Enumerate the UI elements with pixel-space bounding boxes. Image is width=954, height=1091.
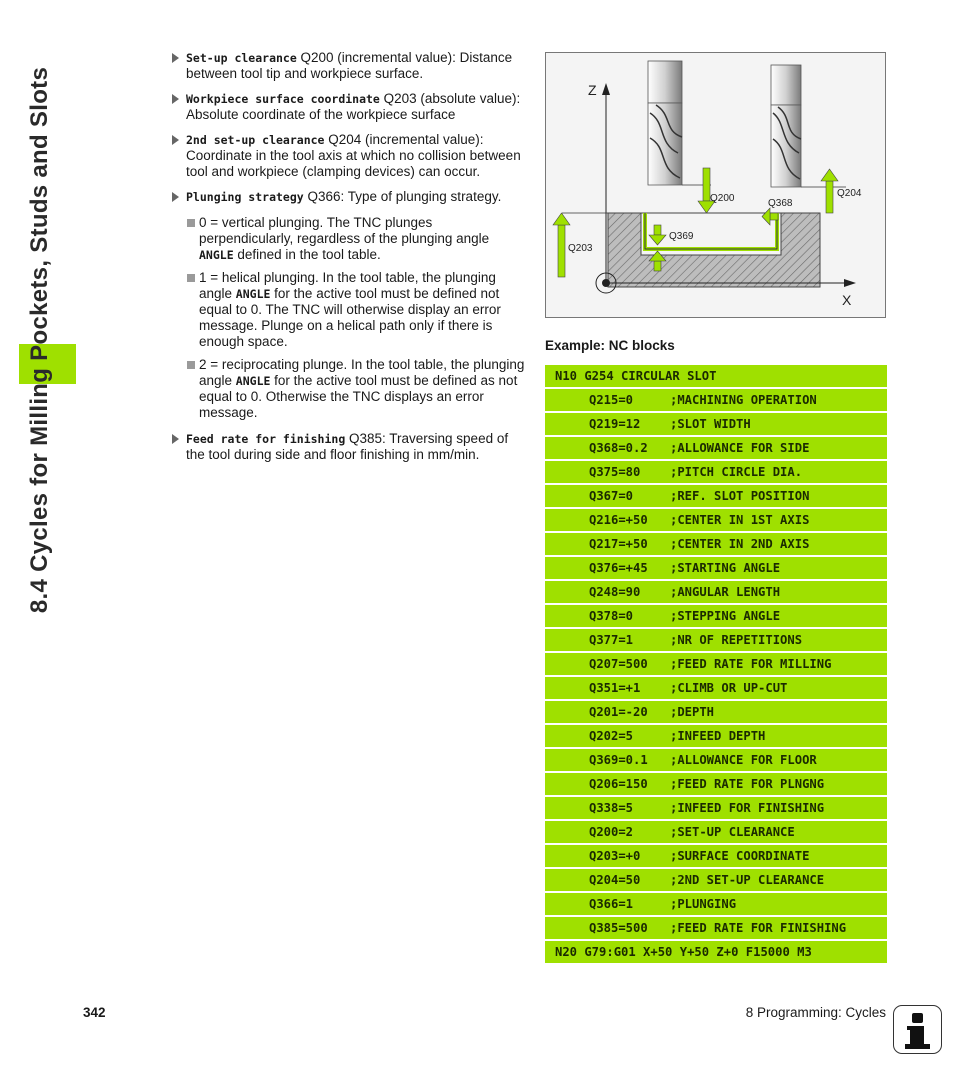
parameter-list xyxy=(172,50,526,472)
svg-text:Q369: Q369 xyxy=(669,231,694,242)
square-bullet-icon xyxy=(187,274,195,282)
nc-row: Q202=5 ;INFEED DEPTH xyxy=(545,725,887,747)
nc-row: Q215=0 ;MACHINING OPERATION xyxy=(545,389,887,411)
svg-text:Q203: Q203 xyxy=(568,243,593,254)
param-2nd-setup-clearance: 2nd set-up clearance Q204 (incremental value): Coordinate in the tool axis at which no collision between tool and workpiece (clamping devices) can occur. xyxy=(172,132,526,180)
nc-block-list xyxy=(545,365,887,965)
nc-row: Q207=500 ;FEED RATE FOR MILLING xyxy=(545,653,887,675)
param-feed-finishing: Feed rate for finishing Q385: Traversing speed of the tool during side and floor finishing in mm/min. xyxy=(172,431,526,463)
side-title-text: 8.4 Cycles for Milling Pockets, Studs and Slots xyxy=(26,66,53,614)
option-reciprocating: 2 = reciprocating plunge. In the tool table, the plunging angle ANGLE for the active tool must be defined as not equal to 0. Otherwise the TNC displays an error message. xyxy=(172,357,526,421)
nc-row: Q366=1 ;PLUNGING xyxy=(545,893,887,915)
q200-arrow-icon xyxy=(698,168,715,213)
nc-row: Q369=0.1 ;ALLOWANCE FOR FLOOR xyxy=(545,749,887,771)
nc-row: Q338=5 ;INFEED FOR FINISHING xyxy=(545,797,887,819)
cutter-shank-right xyxy=(771,65,801,105)
svg-text:Q200: Q200 xyxy=(710,193,735,204)
svg-text:X: X xyxy=(842,292,852,308)
nc-row: Q216=+50 ;CENTER IN 1ST AXIS xyxy=(545,509,887,531)
bullet-arrow-icon xyxy=(172,434,179,444)
nc-row: Q219=12 ;SLOT WIDTH xyxy=(545,413,887,435)
bullet-arrow-icon xyxy=(172,94,179,104)
nc-row: Q248=90 ;ANGULAR LENGTH xyxy=(545,581,887,603)
nc-row: Q375=80 ;PITCH CIRCLE DIA. xyxy=(545,461,887,483)
svg-text:Q368: Q368 xyxy=(768,198,793,209)
param-workpiece-surface: Workpiece surface coordinate Q203 (absolute value): Absolute coordinate of the workpiece surface xyxy=(172,91,526,123)
slot-diagram xyxy=(545,52,886,318)
z-axis-arrow-icon xyxy=(602,83,610,95)
cutter-shank-left xyxy=(648,61,682,103)
bullet-arrow-icon xyxy=(172,192,179,202)
option-vertical: 0 = vertical plunging. The TNC plunges perpendicularly, regardless of the plunging angle ANGLE defined in the tool table. xyxy=(172,215,526,263)
param-plunging-strategy: Plunging strategy Q366: Type of plunging strategy. xyxy=(172,189,526,205)
nc-row: Q217=+50 ;CENTER IN 2ND AXIS xyxy=(545,533,887,555)
nc-row: Q200=2 ;SET-UP CLEARANCE xyxy=(545,821,887,843)
example-title: Example: NC blocks xyxy=(545,338,675,353)
footer-chapter: 8 Programming: Cycles xyxy=(745,1005,886,1020)
nc-row: Q206=150 ;FEED RATE FOR PLNGNG xyxy=(545,773,887,795)
nc-row: Q385=500 ;FEED RATE FOR FINISHING xyxy=(545,917,887,939)
svg-text:Z: Z xyxy=(588,82,597,98)
slot-diagram-svg xyxy=(546,53,885,317)
nc-row: Q377=1 ;NR OF REPETITIONS xyxy=(545,629,887,651)
svg-text:Q204: Q204 xyxy=(837,188,862,199)
info-icon xyxy=(893,1005,942,1054)
param-setup-clearance: Set-up clearance Q200 (incremental value): Distance between tool tip and workpiece surface. xyxy=(172,50,526,82)
square-bullet-icon xyxy=(187,219,195,227)
q204-arrow-icon xyxy=(821,169,838,213)
nc-row: Q204=50 ;2ND SET-UP CLEARANCE xyxy=(545,869,887,891)
nc-row: Q203=+0 ;SURFACE COORDINATE xyxy=(545,845,887,867)
nc-row: Q201=-20 ;DEPTH xyxy=(545,701,887,723)
option-helical: 1 = helical plunging. In the tool table, the plunging angle ANGLE for the active tool must be defined not equal to 0. The TNC will otherwise display an error message. Plunge on a helical path only if there is enough space. xyxy=(172,270,526,350)
chapter-side-title xyxy=(10,0,70,960)
x-axis-arrow-icon xyxy=(844,279,856,287)
nc-row-footer: N20 G79:G01 X+50 Y+50 Z+0 F15000 M3 xyxy=(545,941,887,963)
square-bullet-icon xyxy=(187,361,195,369)
bullet-arrow-icon xyxy=(172,135,179,145)
bullet-arrow-icon xyxy=(172,53,179,63)
nc-row: Q368=0.2 ;ALLOWANCE FOR SIDE xyxy=(545,437,887,459)
nc-row: Q378=0 ;STEPPING ANGLE xyxy=(545,605,887,627)
page-number: 342 xyxy=(83,1005,106,1020)
nc-row: Q376=+45 ;STARTING ANGLE xyxy=(545,557,887,579)
nc-row-header: N10 G254 CIRCULAR SLOT xyxy=(545,365,887,387)
nc-row: Q367=0 ;REF. SLOT POSITION xyxy=(545,485,887,507)
nc-row: Q351=+1 ;CLIMB OR UP-CUT xyxy=(545,677,887,699)
